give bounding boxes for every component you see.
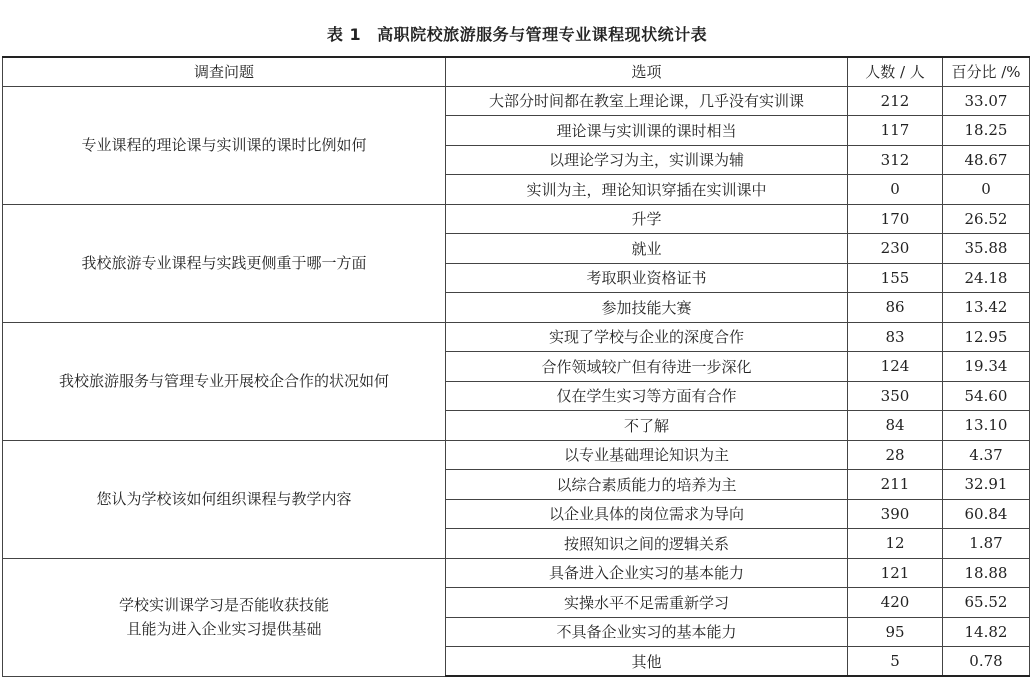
table-row [3,558,1030,588]
header-count: 人数 / 人 [848,57,943,86]
count-cell: 211 [848,470,943,500]
count-cell: 83 [848,322,943,352]
percent-cell: 54.60 [943,381,1030,411]
percent-cell: 13.10 [943,411,1030,441]
percent-cell: 1.87 [943,529,1030,559]
option-cell: 理论课与实训课的课时相当 [446,116,848,146]
count-cell: 117 [848,116,943,146]
survey-question-cell [3,440,446,558]
percent-cell: 4.37 [943,440,1030,470]
survey-question-cell [3,204,446,322]
count-cell: 350 [848,381,943,411]
table-row [3,440,1030,470]
percent-cell: 26.52 [943,204,1030,234]
table-row [3,86,1030,116]
survey-question-line: 且能为进入企业实习提供基础 [126,620,322,638]
percent-cell: 18.25 [943,116,1030,146]
survey-question-line: 我校旅游服务与管理专业开展校企合作的状况如何 [58,372,389,390]
count-cell: 86 [848,293,943,323]
header-row [3,57,1030,86]
table-body [3,86,1030,676]
option-cell: 仅在学生实习等方面有合作 [446,381,848,411]
survey-question-cell [3,558,446,676]
percent-cell: 0 [943,175,1030,205]
percent-cell: 60.84 [943,499,1030,529]
option-cell: 按照知识之间的逻辑关系 [446,529,848,559]
percent-cell: 32.91 [943,470,1030,500]
percent-cell: 12.95 [943,322,1030,352]
option-cell: 实训为主，理论知识穿插在实训课中 [446,175,848,205]
table-title-text: 高职院校旅游服务与管理专业课程现状统计表 [377,25,708,44]
option-cell: 就业 [446,234,848,264]
option-cell: 不了解 [446,411,848,441]
option-cell: 升学 [446,204,848,234]
table-title [0,22,1034,45]
table-row [3,204,1030,234]
option-cell: 以综合素质能力的培养为主 [446,470,848,500]
count-cell: 390 [848,499,943,529]
table-number: 表 1 [326,25,362,44]
header-percent: 百分比 /% [943,57,1030,86]
option-cell: 不具备企业实习的基本能力 [446,617,848,647]
count-cell: 420 [848,588,943,618]
count-cell: 84 [848,411,943,441]
count-cell: 28 [848,440,943,470]
survey-question-line: 我校旅游专业课程与实践更侧重于哪一方面 [81,254,367,272]
percent-cell: 19.34 [943,352,1030,382]
option-cell: 合作领域较广但有待进一步深化 [446,352,848,382]
percent-cell: 18.88 [943,558,1030,588]
option-cell: 以专业基础理论知识为主 [446,440,848,470]
count-cell: 230 [848,234,943,264]
option-cell: 大部分时间都在教室上理论课，几乎没有实训课 [446,86,848,116]
option-cell: 以企业具体的岗位需求为导向 [446,499,848,529]
table-row [3,322,1030,352]
count-cell: 95 [848,617,943,647]
option-cell: 考取职业资格证书 [446,263,848,293]
option-cell: 其他 [446,647,848,677]
percent-cell: 24.18 [943,263,1030,293]
option-cell: 以理论学习为主，实训课为辅 [446,145,848,175]
count-cell: 170 [848,204,943,234]
survey-question-line: 您认为学校该如何组织课程与教学内容 [96,490,352,508]
option-cell: 具备进入企业实习的基本能力 [446,558,848,588]
count-cell: 312 [848,145,943,175]
percent-cell: 65.52 [943,588,1030,618]
count-cell: 124 [848,352,943,382]
percent-cell: 13.42 [943,293,1030,323]
option-cell: 实现了学校与企业的深度合作 [446,322,848,352]
option-cell: 参加技能大赛 [446,293,848,323]
percent-cell: 0.78 [943,647,1030,677]
percent-cell: 35.88 [943,234,1030,264]
percent-cell: 48.67 [943,145,1030,175]
survey-question-cell [3,322,446,440]
survey-question-line: 学校实训课学习是否能收获技能 [118,596,329,614]
count-cell: 121 [848,558,943,588]
survey-question-line: 专业课程的理论课与实训课的课时比例如何 [81,136,367,154]
percent-cell: 14.82 [943,617,1030,647]
count-cell: 12 [848,529,943,559]
count-cell: 5 [848,647,943,677]
count-cell: 0 [848,175,943,205]
statistics-table [2,56,1030,677]
percent-cell: 33.07 [943,86,1030,116]
header-question: 调查问题 [3,57,446,86]
count-cell: 155 [848,263,943,293]
option-cell: 实操水平不足需重新学习 [446,588,848,618]
header-option: 选项 [446,57,848,86]
survey-question-cell [3,86,446,204]
count-cell: 212 [848,86,943,116]
